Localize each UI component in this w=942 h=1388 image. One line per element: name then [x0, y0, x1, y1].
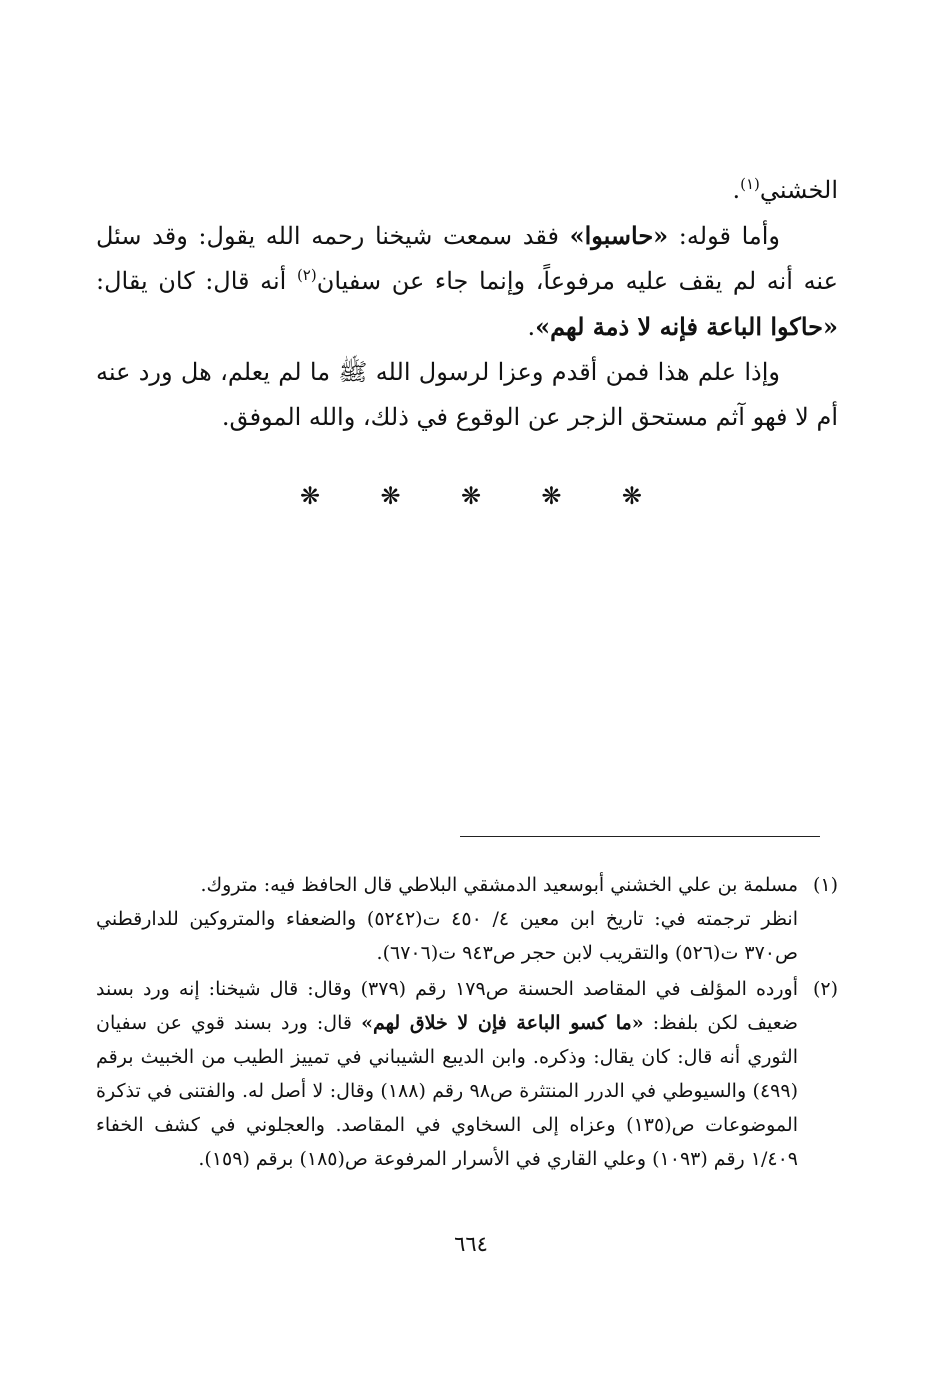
paragraph-2-end: . [527, 313, 536, 341]
paragraph-2-intro: وأما قوله: [668, 222, 780, 250]
paragraph-3: وإذا علم هذا فمن أقدم وعزا لرسول الله ﷺ ما لم يعلم، هل ورد عنه أم لا فهو آثم مستحق الزجر عن الوقوع في ذلك، والله الموفق. [96, 358, 838, 431]
separator-star-icon: ❋ [300, 482, 321, 510]
paragraph-1-end: . [732, 176, 741, 204]
paragraph-1-text: الخشني [759, 176, 838, 204]
footnote-ref-2: (٢) [296, 266, 317, 284]
main-text [96, 168, 838, 440]
footnote-1 [96, 868, 838, 970]
footnote-ref-1: (١) [740, 175, 760, 193]
paragraph-2 [96, 213, 838, 350]
hadith-quote-2: «حاكوا الباعة فإنه لا ذمة لهم» [535, 312, 838, 341]
separator-star-icon: ❋ [621, 482, 642, 510]
hadith-quote-1: «حاسبوا» [569, 221, 669, 250]
footnote-2-number: (٢) [812, 978, 838, 1000]
section-separator [300, 482, 642, 510]
footnote-2-part-a: أورده المؤلف في المقاصد الحسنة ص١٧٩ رقم (٣٧٩) وقال: قال شيخنا: إنه ورد بسند ضعيف لكن بلفظ: [96, 978, 799, 1034]
footnote-1-body [96, 868, 798, 970]
separator-star-icon: ❋ [541, 482, 562, 510]
footnote-2 [96, 972, 838, 1176]
footnote-2-quote: «ما كسو الباعة فإن لا خلاق لهم» [361, 1012, 644, 1034]
footnote-1-number: (١) [812, 874, 838, 896]
footnote-2-body [96, 972, 798, 1176]
paragraph-2-mid: فقد سمعت شيخنا رحمه الله يقول: وقد سئل عنه أنه لم يقف عليه مرفوعاً، وإنما جاء عن سفيان [96, 222, 838, 295]
footnote-divider [460, 836, 820, 837]
separator-star-icon: ❋ [460, 482, 482, 510]
separator-star-icon: ❋ [380, 482, 401, 510]
footnotes [96, 868, 838, 1178]
paragraph-1 [96, 168, 838, 213]
footnote-1-line-2: انظر ترجمته في: تاريخ ابن معين ٤/ ٤٥٠ ت(٥٢٤٢) والضعفاء والمتروكين للدارقطني ص٣٧٠ ت(٥٢٦) والتقريب لابن حجر ص٩٤٣ ت(٦٧٠٦). [96, 908, 798, 964]
footnote-2-part-b: قال: ورد بسند قوي عن سفيان الثوري أنه قال: كان يقال: وذكره. وابن الديبع الشيباني في تمييز الطيب من الخبيث برقم (٤٩٩) والسيوطي في الدرر المنتثرة ص٩٨ رقم (١٨٨) وقال: لا أصل له. والفتنى في تذكرة الموضوعات ص(١٣٥) وعزاه إلى السخاوي في المقاصد. والعجلوني في كشف الخفاء ١/٤٠٩ رقم (١٠٩٣) وعلي القاري في الأسرار المرفوعة ص(١٨٥) برقم (١٥٩). [96, 1012, 798, 1170]
footnote-1-line-1: مسلمة بن علي الخشني أبوسعيد الدمشقي البلاطي قال الحافظ فيه: متروك. [200, 874, 798, 896]
paragraph-2-after: أنه قال: كان يقال: [96, 267, 297, 295]
footnote-2-text [96, 972, 798, 1176]
page-number: ٦٦٤ [454, 1232, 488, 1256]
